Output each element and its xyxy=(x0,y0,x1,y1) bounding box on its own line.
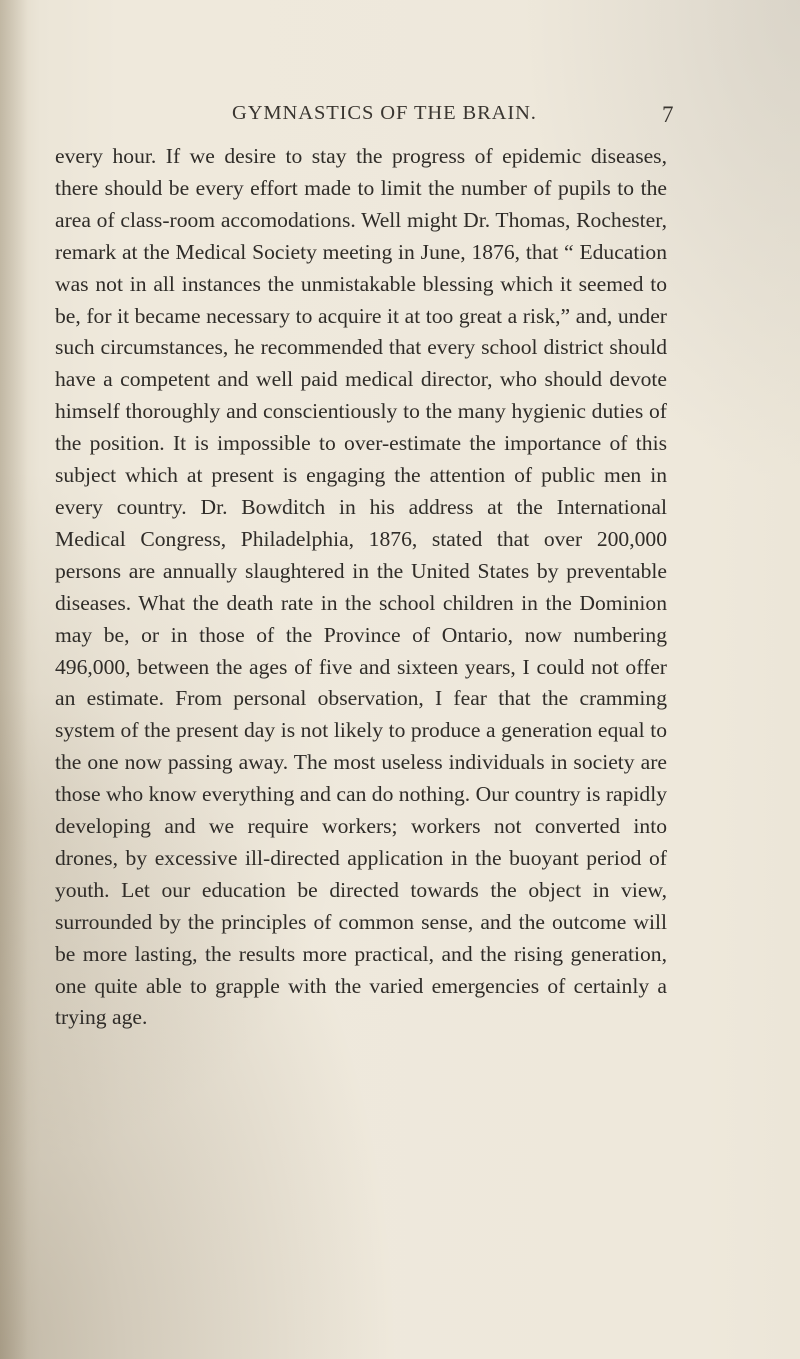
page-gutter-shadow xyxy=(0,0,28,1359)
running-head xyxy=(0,100,800,140)
running-head-title: GYMNASTICS OF THE BRAIN. xyxy=(232,102,537,124)
page-number: 7 xyxy=(662,102,674,127)
body-paragraph: every hour. If we desire to stay the progress of epidemic diseases, there should be every effort made to limit the number of pupils to the area of class-room accomodations. Well might Dr. Thomas, Rochester, remark at the Medical Society meeting in June, 1876, that “ Education was not in all instances the unmistakable blessing which it seemed to be, for it became necessary to acquire it at too great a risk,” and, under such circumstances, he recommended that every school district should have a competent and well paid medical director, who should devote himself thoroughly and conscientiously to the many hygienic duties of the position. It is impossible to over-estimate the importance of this subject which at present is engaging the attention of public men in every country. Dr. Bowditch in his address at the International Medical Congress, Philadelphia, 1876, stated that over 200,000 persons are annually slaughtered in the United States by preventable diseases. What the death rate in the school children in the Dominion may be, or in those of the Province of Ontario, now numbering 496,000, between the ages of five and sixteen years, I could not offer an estimate. From personal observation, I fear that the cramming system of the present day is not likely to produce a generation equal to the one now passing away. The most useless individuals in society are those who know everything and can do nothing. Our country is rapidly developing and we require workers; workers not converted into drones, by excessive ill-directed application in the buoyant period of youth. Let our education be directed towards the object in view, surrounded by the principles of common sense, and the outcome will be more lasting, the results more practical, and the rising generation, one quite able to grapple with the varied emergencies of certainly a trying age. xyxy=(55,144,667,1030)
